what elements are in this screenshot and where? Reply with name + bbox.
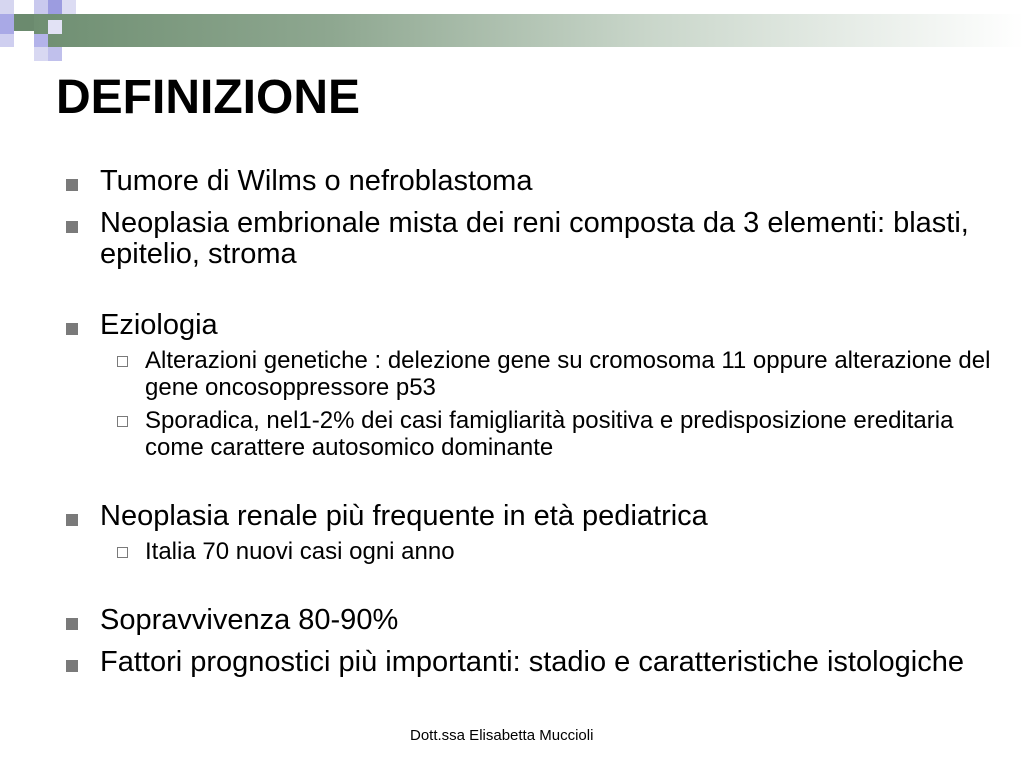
sub-bullet-text: Italia 70 nuovi casi ogni anno bbox=[145, 538, 455, 565]
slide-title: DEFINIZIONE bbox=[56, 71, 361, 124]
sub-bullet-text: Sporadica, nel1-2% dei casi famigliarità positiva e predisposizione ereditaria come carattere autosomico dominante bbox=[145, 407, 954, 461]
decoration-square bbox=[62, 0, 76, 14]
decoration-square bbox=[34, 34, 48, 47]
hollow-square-bullet-icon bbox=[117, 547, 128, 558]
sub-bullet-item bbox=[62, 538, 1002, 565]
hollow-square-bullet-icon bbox=[117, 416, 128, 427]
bullet-text: Fattori prognostici più importanti: stadio e caratteristiche istologiche bbox=[100, 646, 964, 678]
square-bullet-icon bbox=[66, 660, 78, 672]
square-bullet-icon bbox=[66, 514, 78, 526]
bullet-item bbox=[62, 605, 1002, 636]
square-bullet-icon bbox=[66, 221, 78, 233]
bullet-item bbox=[62, 501, 1002, 532]
square-bullet-icon bbox=[66, 179, 78, 191]
bullet-item bbox=[62, 647, 1002, 678]
decoration-square bbox=[0, 34, 14, 47]
decoration-square bbox=[34, 0, 48, 14]
decoration-square bbox=[0, 14, 14, 34]
bullet-text: Tumore di Wilms o nefroblastoma bbox=[100, 165, 533, 197]
sub-bullet-item bbox=[62, 347, 1002, 401]
bullet-text: Sopravvivenza 80-90% bbox=[100, 604, 399, 636]
decoration-square bbox=[48, 0, 62, 14]
sub-bullet-text: Alterazioni genetiche : delezione gene su cromosoma 11 oppure alterazione del gene oncosoppressore p53 bbox=[145, 347, 991, 401]
decoration-square bbox=[48, 47, 62, 61]
square-bullet-icon bbox=[66, 618, 78, 630]
bullet-item bbox=[62, 166, 1002, 197]
bullet-item bbox=[62, 208, 1002, 270]
slide-footer: Dott.ssa Elisabetta Muccioli bbox=[410, 727, 594, 744]
bullet-text: Eziologia bbox=[100, 309, 218, 341]
sub-bullet-item bbox=[62, 407, 1002, 461]
bullet-text: Neoplasia renale più frequente in età pediatrica bbox=[100, 500, 708, 532]
hollow-square-bullet-icon bbox=[117, 356, 128, 367]
decoration-square bbox=[0, 0, 14, 14]
decoration-square bbox=[14, 14, 34, 31]
slide-content bbox=[62, 166, 1002, 678]
square-bullet-icon bbox=[66, 323, 78, 335]
decoration-square bbox=[34, 47, 48, 61]
bullet-item bbox=[62, 310, 1002, 341]
header-decoration-band bbox=[34, 14, 1024, 47]
bullet-text: Neoplasia embrionale mista dei reni composta da 3 elementi: blasti, epitelio, stroma bbox=[100, 207, 969, 270]
decoration-square bbox=[48, 20, 62, 34]
